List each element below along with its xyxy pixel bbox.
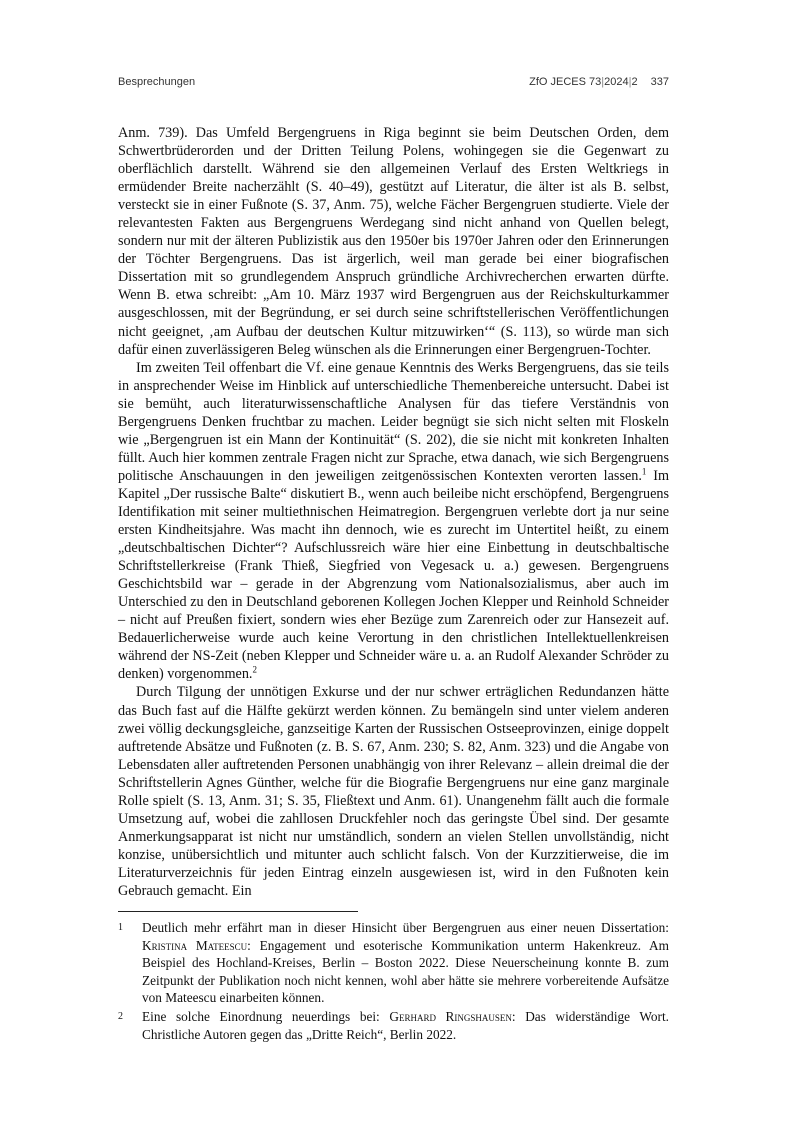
footnote-ref-1[interactable]: 1 — [641, 466, 647, 477]
paragraph-2-part-2: Im Kapitel „Der russische Balte“ diskutiert B., wenn auch beileibe nicht erschöpfend, Bergengruens Identifikation mit seiner multiethnischen Heimatregion. Bergengruen verlebte dort ja nur seine ersten Kindheitsjahre. Was macht ihn dennoch, wie es zurecht im Untertitel heißt, zu einem „deutschbaltischen Dichter“? Aufschlussreich wäre hier eine Einbettung in deutschbaltische Schriftstellerkreise (Frank Thieß, Siegfried von Vegesack u. a.) gewesen. Bergengruens Geschichtsbild war – gerade in der Abgrenzung vom Nationalsozialismus, aber auch im Unterschied zu den in Deutschland geborenen Kollegen Jochen Klepper und Reinhold Schneider – nicht auf Preußen fixiert, sondern wies eher Bezüge zum Zarenreich oder zur Hansezeit auf. Bedauerlicherweise wurde auch keine Verortung in den christlichen Intellektuellenkreisen während der NS-Zeit (neben Klepper und Schneider wäre u. a. an Rudolf Alexander Schröder zu denken) vorgenommen. — [118, 467, 669, 683]
journal-info — [529, 76, 669, 88]
paragraph-3: Durch Tilgung der unnötigen Exkurse und der nur schwer erträglichen Redundanzen hätte das Buch fast auf die Hälfte gekürzt werden können. Zu bemängeln sind unter vielem anderen zwei völlig deckungsgleiche, ganzseitige Karten der Russischen Ostseeprovinzen, einige doppelt auftretende Absätze und Fußnoten (z. B. S. 67, Anm. 230; S. 82, Anm. 323) und die Angabe von Lebensdaten aller auftretenden Personen unabhängig von ihrer Relevanz – allein dreimal die der Schriftstellerin Agnes Günther, welche für die Biografie Bergengruens nur eine ganz marginale Rolle spielt (S. 13, Anm. 31; S. 35, Fließtext und Anm. 61). Unangenehm fällt auch die formale Umsetzung auf, wobei die zahllosen Druckfehler noch das geringste Übel sind. Der gesamte Anmerkungsapparat ist nicht nur umständlich, sondern an vielen Stellen unvollständig, nicht konzise, unübersichtlich und mitunter auch schlicht falsch. Von der Kurzzitierweise, die im Literaturverzeichnis für jeden Eintrag einzeln ausgewiesen ist, wird in den Fußnoten kein Gebrauch gemacht. Ein — [118, 684, 669, 899]
footnote-text-start: Deutlich mehr erfährt man in dieser Hinsicht über Bergengruen aus einer neuen Dissertation: — [142, 920, 669, 935]
footnote-text-end: : Das widerständige Wort. Christliche Autoren gegen das „Dritte Reich“, Berlin 2022. — [142, 1008, 669, 1042]
journal-issue: 2 — [631, 76, 638, 88]
footnote-text — [142, 919, 669, 1007]
footnote-text — [142, 1008, 669, 1043]
journal-name: ZfO JECES — [529, 76, 586, 88]
journal-year: 2024 — [604, 76, 629, 88]
separator: | — [628, 76, 632, 88]
paragraph-2-part-1: Im zweiten Teil offenbart die Vf. eine genaue Kenntnis des Werks Bergengruens, das sie teils in ansprechender Weise im Hinblick auf unterschiedliche Themenbereiche untersucht. Dabei ist sie bemüht, auch literaturwissenschaftliche Analysen für das tiefere Verständnis von Bergengruens Denken fruchtbar zu machen. Leider begnügt sie sich nicht selten mit Floskeln wie „Bergengruen ist ein Mann der Kontinuität“ (S. 202), die sie nicht mit konkreten Inhalten füllt. Auch hier kommen zentrale Fragen nicht zur Sprache, etwa danach, wie sich Bergengruens politische Anschauungen in den jeweiligen zeitgenössischen Kontexten verorten lassen. — [118, 359, 669, 484]
footnote-divider — [118, 911, 358, 912]
footnote-author: Gerhard Ringshausen — [389, 1008, 512, 1024]
body-text — [118, 124, 669, 900]
separator: | — [601, 76, 605, 88]
paragraph-1: Anm. 739). Das Umfeld Bergengruens in Riga beginnt sie beim Deutschen Orden, dem Schwertbrüderorden und der Dritten Teilung Polens, wohingegen sie die Gegenwart zu oberflächlich darstellt. Während sie den allgemeinen Verlauf des Ersten Weltkriegs in ermüdender Breite nacherzählt (S. 40–49), gestützt auf Literatur, die älter ist als B. selbst, versteckt sie in einer Fußnote (S. 37, Anm. 75), welche Fächer Bergengruen studierte. Viele der relevantesten Fakten aus Bergengruens Werdegang sind nicht anhand von Quellen belegt, sondern nur mit der älteren Publizistik aus den 1950er bis 1970er Jahren oder den Erinnerungen der Töchter Bergengruens. Das ist ärgerlich, weil man gerade bei einer biografischen Dissertation mit so grundlegendem Anspruch gründliche Archivrecherchen erwarten dürfte. Wenn B. etwa schreibt: „Am 10. März 1937 wird Bergengruen aus der Reichskulturkammer ausgeschlossen, mit der Begründung, er sei durch seine schriftstellerischen Veröffentlichungen nicht geeignet, ‚am Aufbau der deutschen Kultur mitzuwirken‘“ (S. 113), so würde man sich dafür einen zuverlässigeren Beleg wünschen als die Erinnerungen einer Bergengruen-Tochter. — [118, 125, 669, 358]
footnote-author: Kristina Mateescu — [142, 937, 248, 953]
footnote-text-start: Eine solche Einordnung neuerdings bei: — [142, 1008, 390, 1024]
running-header — [118, 76, 669, 92]
footnote-ref-2[interactable]: 2 — [252, 664, 257, 675]
footnote-number: 1 — [118, 922, 123, 933]
footnote-1 — [118, 919, 669, 1007]
paragraph-2 — [118, 359, 669, 684]
footnote-text-end: : Engagement und esoterische Kommunikation unterm Hakenkreuz. Am Beispiel des Hochland-Kreises, Berlin – Boston 2022. Diese Neuerscheinung konnte B. zum Zeitpunkt der Publikation noch nicht kennen, wohl aber hätte sie mehrere vorbereitende Aufsätze von Mateescu einarbeiten können. — [142, 937, 669, 1006]
section-title: Besprechungen — [118, 76, 196, 88]
journal-volume: 73 — [589, 76, 602, 88]
footnote-2 — [118, 1008, 669, 1043]
footnotes — [118, 919, 669, 1044]
footnote-number: 2 — [118, 1010, 123, 1022]
page-number: 337 — [650, 76, 669, 88]
